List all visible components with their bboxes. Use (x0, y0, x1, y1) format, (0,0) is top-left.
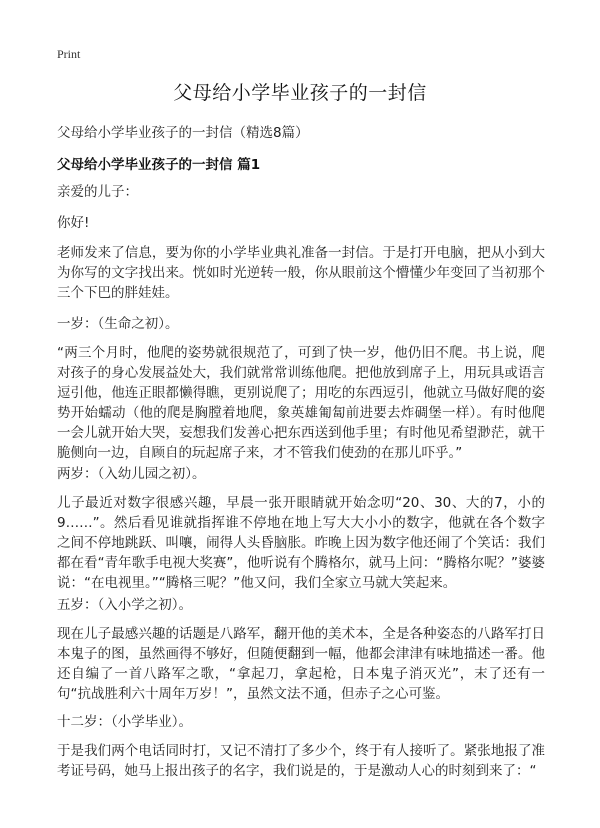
heading-age-twelve: 十二岁：（小学毕业）。 (57, 714, 192, 730)
paragraph-age-one: “两三个月时，他爬的姿势就很规范了，可到了快一岁，他仍旧不爬。书上说，爬对孩子的身心发展益处大，我们就常常训练他爬。把他放到席子上，用玩具或语言逗引他，他连正眼都懒得瞧，更别说爬了；用吃的东西逗引，他就立马做好爬的姿势开始蠕动（他的爬是胸膛着地爬，象英雄匍匐前进要去炸碉堡一样）。有时他爬一会儿就开始大哭，妄想我们发善心把东西送到他手里；有时他见希望渺茫，就干脆侧向一边，自顾自的玩起席子来，才不管我们使劲的在那儿吓乎。” (57, 345, 545, 461)
print-label[interactable]: Print (57, 47, 81, 61)
heading-age-one: 一岁：（生命之初）。 (57, 316, 179, 332)
document-subtitle: 父母给小学毕业孩子的一封信（精选8篇） (57, 125, 309, 141)
heading-age-two: 两岁：（入幼儿园之初）。 (57, 466, 206, 482)
section-heading: 父母给小学毕业孩子的一封信 篇1 (57, 157, 261, 173)
paragraph-age-twelve: 于是我们两个电话同时打，又记不清打了多少个，终于有人接听了。紧张地报了准考证号码，她马上报出孩子的名字，我们说是的，于是激动人心的时刻到来了：“ (57, 743, 545, 779)
letter-hello: 你好! (57, 215, 90, 231)
paragraph-intro: 老师发来了信息，要为你的小学毕业典礼准备一封信。于是打开电脑，把从小到大为你写的文字找出来。恍如时光逆转一般，你从眼前这个懵懂少年变回了当初那个三个下巴的胖娃娃。 (57, 245, 545, 301)
paragraph-age-five: 现在儿子最感兴趣的话题是八路军，翻开他的美术本，全是各种姿态的八路军打日本鬼子的图，虽然画得不够好，但随便翻到一幅，他都会津津有味地描述一番。他还自编了一首八路军之歌，“拿起刀，拿起枪，日本鬼子消灭光”，末了还有一句“抗战胜利六十周年万岁！”，虽然文法不通，但赤子之心可鉴。 (57, 626, 545, 702)
letter-greeting: 亲爱的儿子： (57, 184, 138, 200)
page-title: 父母给小学毕业孩子的一封信 (173, 82, 427, 104)
heading-age-five: 五岁：（入小学之初）。 (57, 597, 192, 613)
paragraph-age-two: 儿子最近对数字很感兴趣，早晨一张开眼睛就开始念叨“20、30、大的7，小的9……”。然后看见谁就指挥谁不停地在地上写大大小小的数字，他就在各个数字之间不停地跳跃、叫嚷，闹得人头昏脑胀。昨晚上因为数字他还闹了个笑话：我们都在看“青年歌手电视大奖赛”，他听说有个腾格尔，就马上问：“腾格尔呢？”婆婆说：“在电视里。”“腾格三呢？”他又问，我们全家立马就大笑起来。 (57, 495, 545, 591)
